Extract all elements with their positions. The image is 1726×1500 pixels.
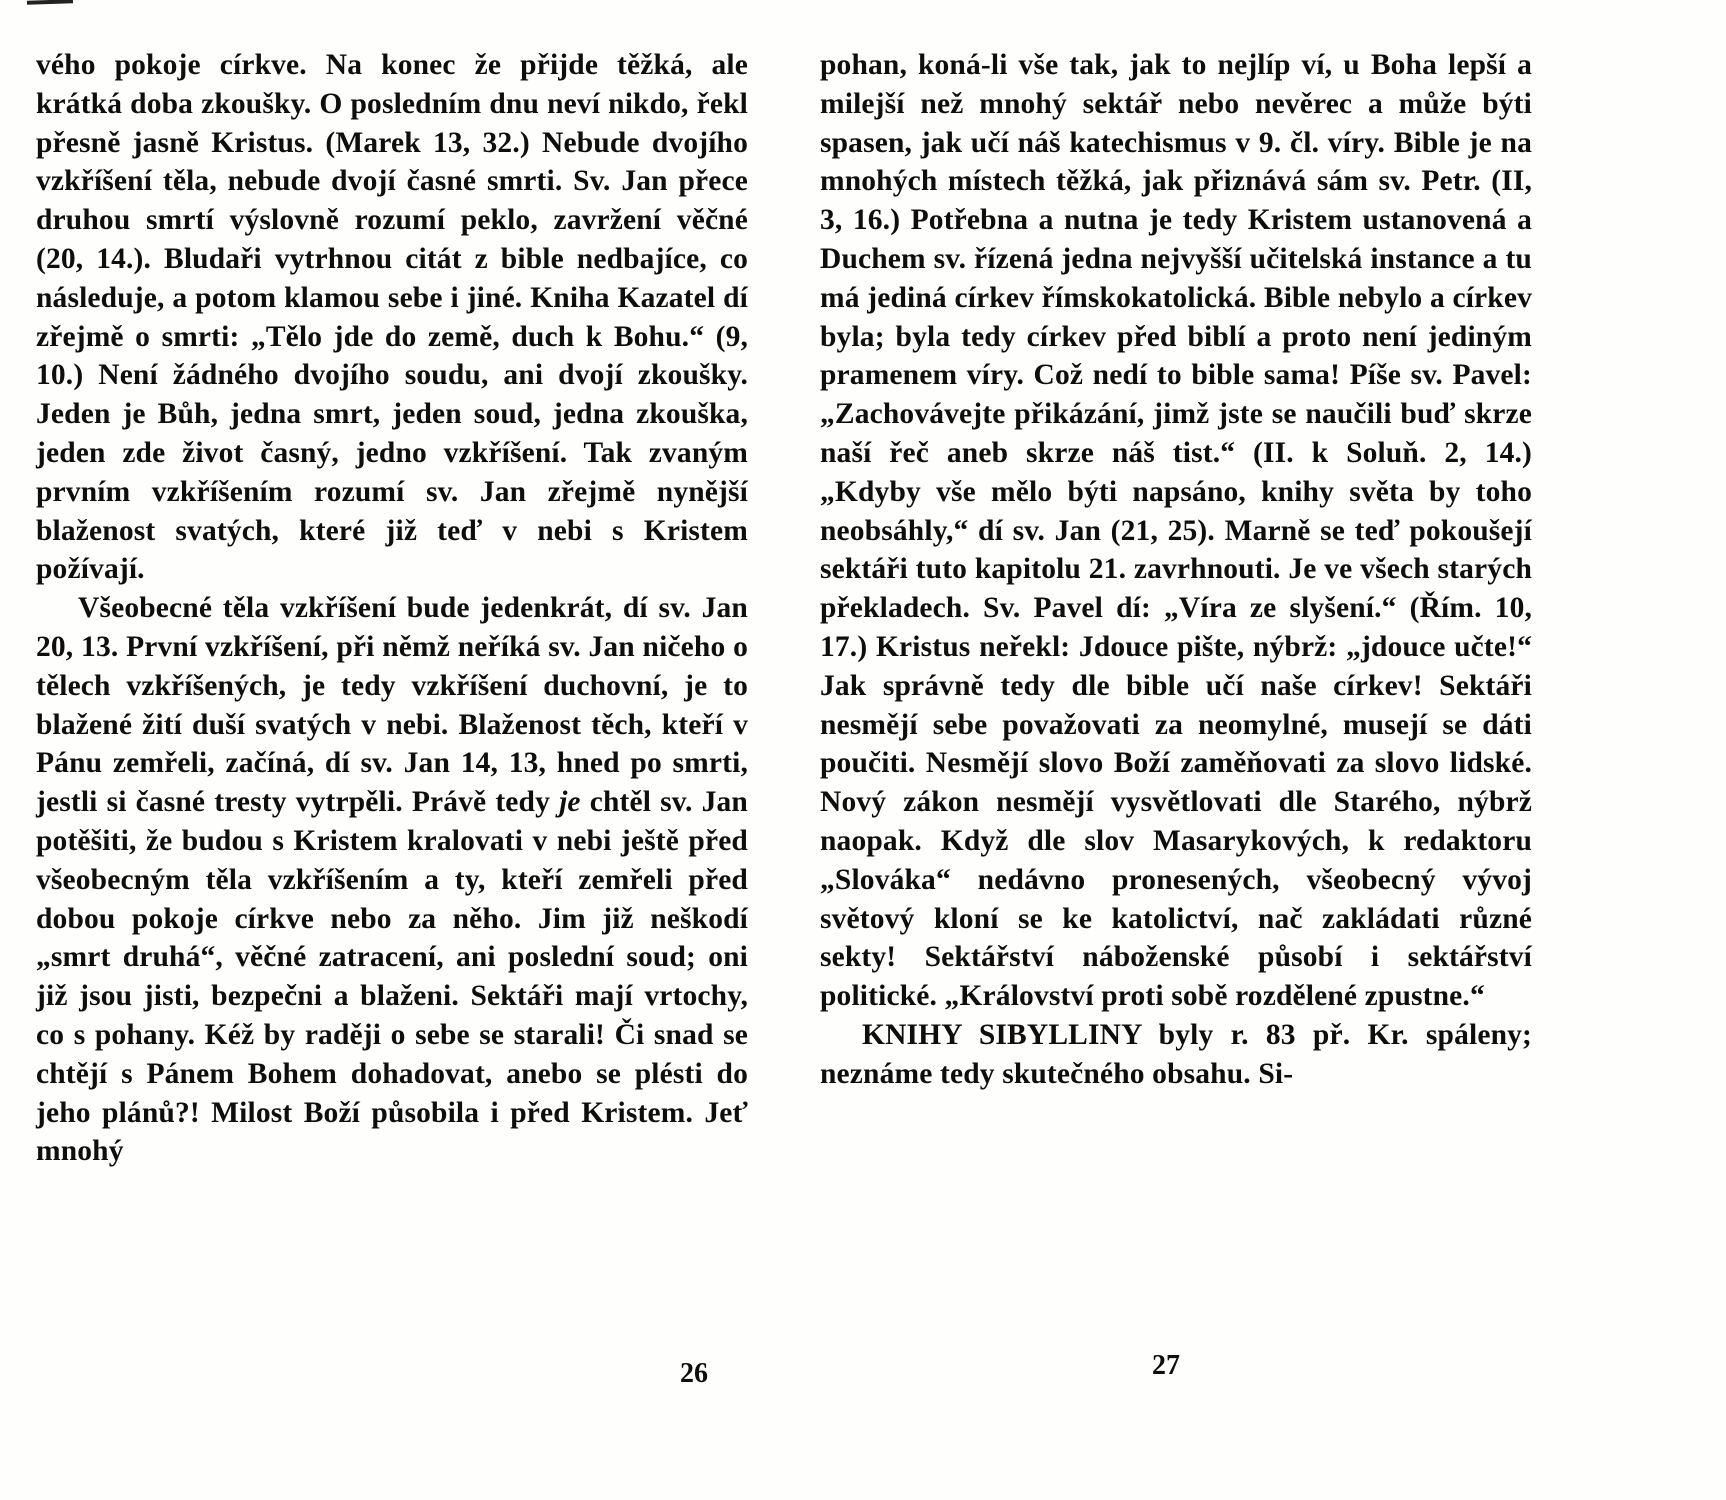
paragraph: KNIHY SIBYLLINY byly r. 83 př. Kr. spáleny; neznáme tedy skutečného obsahu. Si- — [820, 1018, 1532, 1090]
paragraph-continuation: pohan, koná-li vše tak, jak to nejlíp ví, u Boha lepší a milejší než mnohý sektář nebo nevěrec a může býti spasen, jak učí náš katechismus v 9. čl. víry. Bible je na mnohých místech těžká, jak přiznává sám sv. Petr. (II, 3, 16.) Potřebna a nutna je tedy Kristem ustanovená a Duchem sv. řízená jedna nejvyšší učitelská instance a tu má jediná církev římskokatolická. Bible nebylo a církev byla; byla tedy církev před biblí a proto není jediným pramenem víry. Což nedí to bible sama! Píše sv. Pavel: „Zachovávejte přikázání, jimž jste se naučili buď skrze naší řeč aneb skrze náš tist.“ (II. k Soluň. 2, 14.) „Kdyby vše mělo býti napsáno, knihy světa by toho neobsáhly,“ dí sv. Jan (21, 25). Marně se teď pokoušejí sektáři tuto kapitolu 21. zavrhnouti. Je ve všech starých překladech. Sv. Pavel dí: „Víra ze slyšení.“ (Řím. 10, 17.) Kristus neřekl: Jdouce pište, nýbrž: „jdouce učte!“ Jak správně tedy dle bible učí naše církev! Sektáři nesmějí sebe považovati za neomylné, musejí se dáti poučiti. Nesmějí slovo Boží zaměňovati za slovo lidské. Nový zákon nesmějí vysvětlovati dle Starého, nýbrž naopak. Když dle slov Masarykových, k redaktoru „Slováka“ nedávno pronesených, všeobecný vývoj světový kloní se ke katolictví, nač zakládati různé sekty! Sektářství náboženské působí i sektářství politické. „Království proti sobě rozdělené zpustne.“ — [820, 49, 1532, 1013]
page-number-left: 26 — [680, 1358, 708, 1389]
paragraph-continuation: vého pokoje církve. Na konec že přijde těžká, ale krátká doba zkoušky. O posledním dnu neví nikdo, řekl přesně jasně Kristus. (Marek 13, 32.) Nebude dvojího vzkříšení těla, nebude dvojí časné smrti. Sv. Jan přece druhou smrtí výslovně rozumí peklo, zavržení věčné (20, 14.). Bludaři vytrhnou citát z bible nedbajíce, co následuje, a potom klamou sebe i jiné. Kniha Kazatel dí zřejmě o smrti: „Tělo jde do země, duch k Bohu.“ (9, 10.) Není žádného dvojího soudu, ani dvojí zkoušky. Jeden je Bůh, jedna smrt, jeden soud, jedna zkouška, jeden zde život časný, jedno vzkříšení. Tak zvaným prvním vzkříšením rozumí sv. Jan zřejmě nynější blaženost svatých, které již teď v nebi s Kristem požívají. — [36, 49, 748, 586]
page-right — [820, 46, 1532, 1094]
page-number-right: 27 — [1152, 1350, 1180, 1381]
page-left — [36, 46, 748, 1171]
paragraph: Všeobecné těla vzkříšení bude jedenkrát, dí sv. Jan 20, 13. První vzkříšení, při němž neříká sv. Jan ničeho o tělech vzkříšených, je tedy vzkříšení duchovní, je to blažené žití duší svatých v nebi. Blaženost těch, kteří v Pánu zemřeli, začíná, dí sv. Jan 14, 13, hned po smrti, jestli si časné tresty vytrpěli. Právě tedy je chtěl sv. Jan potěšiti, že budou s Kristem kralovati v nebi ještě před všeobecným těla vzkříšením a ty, kteří zemřeli před dobou pokoje církve nebo za něho. Jim již neškodí „smrt druhá“, věčné zatracení, ani poslední soud; oni již jsou jisti, bezpečni a blaženi. Sektáři mají vrtochy, co s pohany. Kéž by raději o sebe se starali! Či snad se chtějí s Pánem Bohem dohadovat, anebo se plésti do jeho plánů?! Milost Boží působila i před Kristem. Jeť mnohý — [36, 592, 748, 1168]
scan-artifact — [27, 0, 73, 5]
